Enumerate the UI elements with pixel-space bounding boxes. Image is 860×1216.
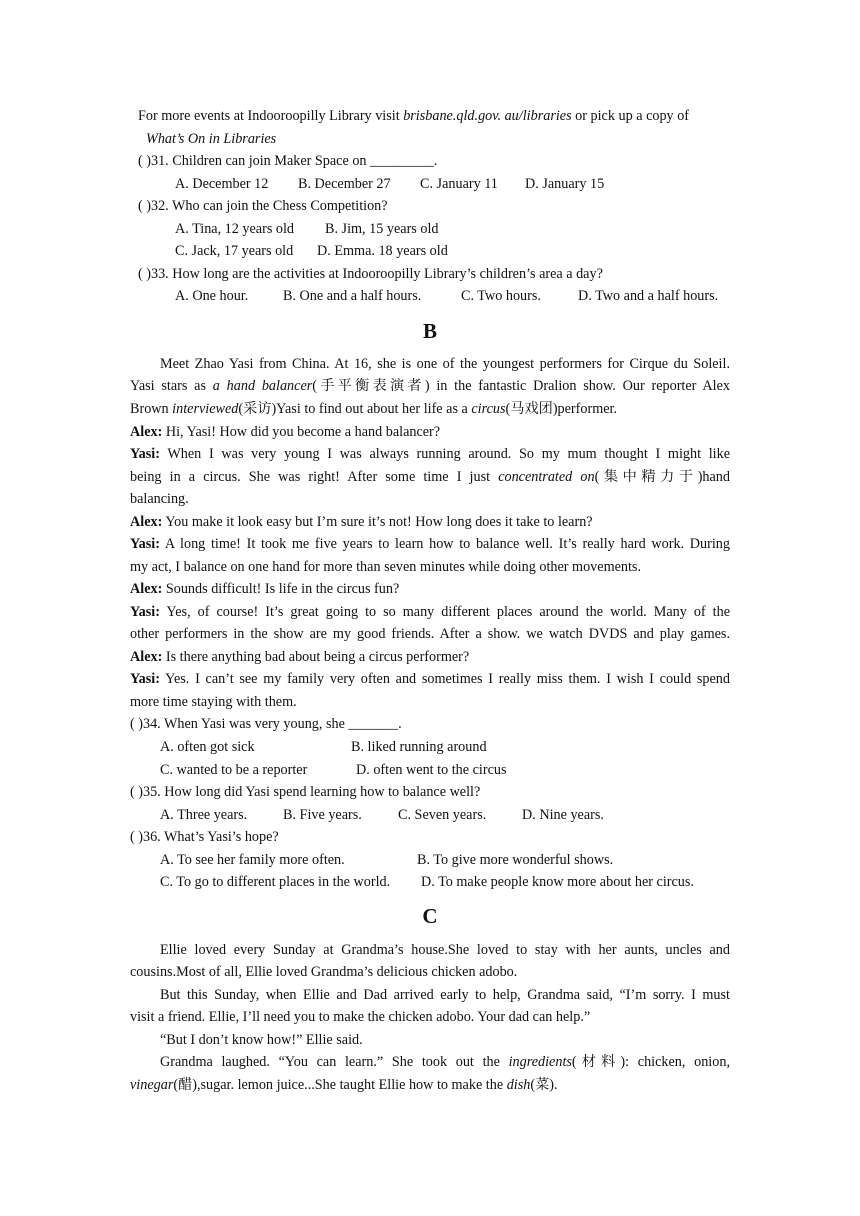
dialogue-yasi-4-line-2: more time staying with them. xyxy=(130,694,297,710)
intro-term: interviewed xyxy=(172,401,239,417)
q36-option-a: A. To see her family more often. xyxy=(160,852,345,868)
more-events-line xyxy=(138,106,689,126)
dialogue-yasi-1-line-2 xyxy=(130,467,730,487)
dialogue-alex-3 xyxy=(130,579,399,599)
q35-option-a: A. Three years. xyxy=(160,807,248,823)
question-35-stem: ( )35. How long did Yasi spend learning how to balance well? xyxy=(130,784,481,800)
dialogue-yasi-3-line-1 xyxy=(130,602,730,622)
story-p1-line-2: cousins.Most of all, Ellie loved Grandma’s delicious chicken adobo. xyxy=(130,964,518,980)
story-text: Grandma laughed. “You can learn.” She took out the xyxy=(160,1054,509,1070)
story-term: vinegar xyxy=(130,1077,174,1093)
dialogue-alex-2 xyxy=(130,512,593,532)
speaker-yasi: Yasi: xyxy=(130,604,160,620)
more-events-prefix: For more events at Indooroopilly Library visit xyxy=(138,108,404,124)
q32-option-b: B. Jim, 15 years old xyxy=(325,221,439,237)
intro-line-1: Meet Zhao Yasi from China. At 16, she is one of the youngest performers for Cirque du Soleil. xyxy=(160,356,730,372)
q32-option-c: C. Jack, 17 years old xyxy=(175,243,294,259)
dialogue-text: Hi, Yasi! How did you become a hand balancer? xyxy=(162,424,441,440)
dialogue-yasi-2-line-1 xyxy=(130,534,730,554)
q31-option-d: D. January 15 xyxy=(525,176,605,192)
speaker-alex: Alex: xyxy=(130,581,163,597)
dialogue-text: When I was very young I was always running around. So my mum thought I might like xyxy=(159,446,730,462)
intro-text: (手平衡表演者) in the fantastic Dralion show. Our reporter Alex xyxy=(312,378,730,394)
publication-title: What’s On in Libraries xyxy=(146,131,277,147)
dialogue-text: A long time! It took me five years to learn how to balance well. It’s really hard work. During xyxy=(159,536,730,552)
dialogue-alex-4 xyxy=(130,647,469,667)
question-34-stem: ( )34. When Yasi was very young, she _______. xyxy=(130,716,402,732)
story-term: dish xyxy=(506,1077,531,1093)
story-p2-line-2: visit a friend. Ellie, I’ll need you to make the chicken adobo. Your dad can help.” xyxy=(130,1009,591,1025)
q36-option-c: C. To go to different places in the world. xyxy=(160,874,391,890)
q34-option-a: A. often got sick xyxy=(160,739,255,755)
q31-option-b: B. December 27 xyxy=(298,176,391,192)
intro-text: Brown xyxy=(130,401,173,417)
more-events-publication xyxy=(146,129,276,149)
dialogue-yasi-1-line-1 xyxy=(130,444,730,464)
speaker-alex: Alex: xyxy=(130,649,163,665)
dialogue-text: Yes. I can’t see my family very often and sometimes I really miss them. I wish I could spend xyxy=(159,671,730,687)
intro-line-3 xyxy=(130,399,617,419)
q33-option-b: B. One and a half hours. xyxy=(283,288,422,304)
question-32-stem: ( )32. Who can join the Chess Competition? xyxy=(138,198,388,214)
q31-option-c: C. January 11 xyxy=(420,176,498,192)
q31-option-a: A. December 12 xyxy=(175,176,269,192)
q34-option-b: B. liked running around xyxy=(351,739,487,755)
story-p4-line-2 xyxy=(130,1075,558,1095)
speaker-alex: Alex: xyxy=(130,424,163,440)
intro-term: a hand balancer xyxy=(212,378,313,394)
dialogue-text: Is there anything bad about being a circus performer? xyxy=(162,649,470,665)
q36-option-b: B. To give more wonderful shows. xyxy=(417,852,614,868)
story-text: (醋),sugar. lemon juice...She taught Ellie how to make the xyxy=(173,1077,507,1093)
dialogue-yasi-3-line-2: other performers in the show are my good friends. After a show. we watch DVDS and play games. xyxy=(130,626,730,642)
q35-option-d: D. Nine years. xyxy=(522,807,604,823)
more-events-url: brisbane.qld.gov. au/libraries xyxy=(403,108,572,124)
q33-option-a: A. One hour. xyxy=(175,288,249,304)
speaker-yasi: Yasi: xyxy=(130,446,160,462)
q36-option-d: D. To make people know more about her circus. xyxy=(421,874,694,890)
story-p3: “But I don’t know how!” Ellie said. xyxy=(160,1032,363,1048)
question-33-stem: ( )33. How long are the activities at Indooroopilly Library’s children’s area a day? xyxy=(138,266,603,282)
question-31-stem: ( )31. Children can join Maker Space on _________. xyxy=(138,153,438,169)
q33-option-d: D. Two and a half hours. xyxy=(578,288,719,304)
dialogue-alex-1 xyxy=(130,422,440,442)
q32-option-d: D. Emma. 18 years old xyxy=(317,243,448,259)
dialogue-text: You make it look easy but I’m sure it’s not! How long does it take to learn? xyxy=(162,514,593,530)
intro-text: (采访)Yasi to find out about her life as a xyxy=(238,401,472,417)
dialogue-text: being in a circus. She was right! After some time I just xyxy=(130,469,499,485)
dialogue-yasi-2-line-2: my act, I balance on one hand for more than seven minutes while doing other movements. xyxy=(130,559,641,575)
dialogue-text: Sounds difficult! Is life in the circus fun? xyxy=(162,581,400,597)
intro-term: circus xyxy=(471,401,506,417)
story-text: (菜). xyxy=(530,1077,558,1093)
question-36-stem: ( )36. What’s Yasi’s hope? xyxy=(130,829,279,845)
speaker-yasi: Yasi: xyxy=(130,536,160,552)
story-p2-line-1: But this Sunday, when Ellie and Dad arrived early to help, Grandma said, “I’m sorry. I must xyxy=(160,987,730,1003)
q33-option-c: C. Two hours. xyxy=(461,288,541,304)
more-events-suffix: or pick up a copy of xyxy=(571,108,690,124)
q35-option-c: C. Seven years. xyxy=(398,807,487,823)
intro-text: Yasi stars as xyxy=(130,378,213,394)
dialogue-term: concentrated on xyxy=(498,469,595,485)
dialogue-text: (集中精力于)hand xyxy=(594,469,730,485)
intro-text: (马戏团)performer. xyxy=(505,401,618,417)
dialogue-text: Yes, of course! It’s great going to so many different places around the world. Many of the xyxy=(159,604,730,620)
story-p1-line-1: Ellie loved every Sunday at Grandma’s house.She loved to stay with her aunts, uncles and xyxy=(160,942,730,958)
section-b-heading: B xyxy=(422,319,437,343)
speaker-yasi: Yasi: xyxy=(130,671,160,687)
story-term: ingredients xyxy=(508,1054,572,1070)
q32-option-a: A. Tina, 12 years old xyxy=(175,221,295,237)
q34-option-c: C. wanted to be a reporter xyxy=(160,762,308,778)
section-c-heading: C xyxy=(422,904,438,928)
q34-option-d: D. often went to the circus xyxy=(356,762,507,778)
story-text: (材料): chicken, onion, xyxy=(571,1054,730,1070)
dialogue-yasi-1-line-3: balancing. xyxy=(130,491,189,507)
q35-option-b: B. Five years. xyxy=(283,807,362,823)
intro-line-2 xyxy=(130,376,730,396)
story-p4-line-1 xyxy=(160,1052,730,1072)
speaker-alex: Alex: xyxy=(130,514,163,530)
dialogue-yasi-4-line-1 xyxy=(130,669,730,689)
